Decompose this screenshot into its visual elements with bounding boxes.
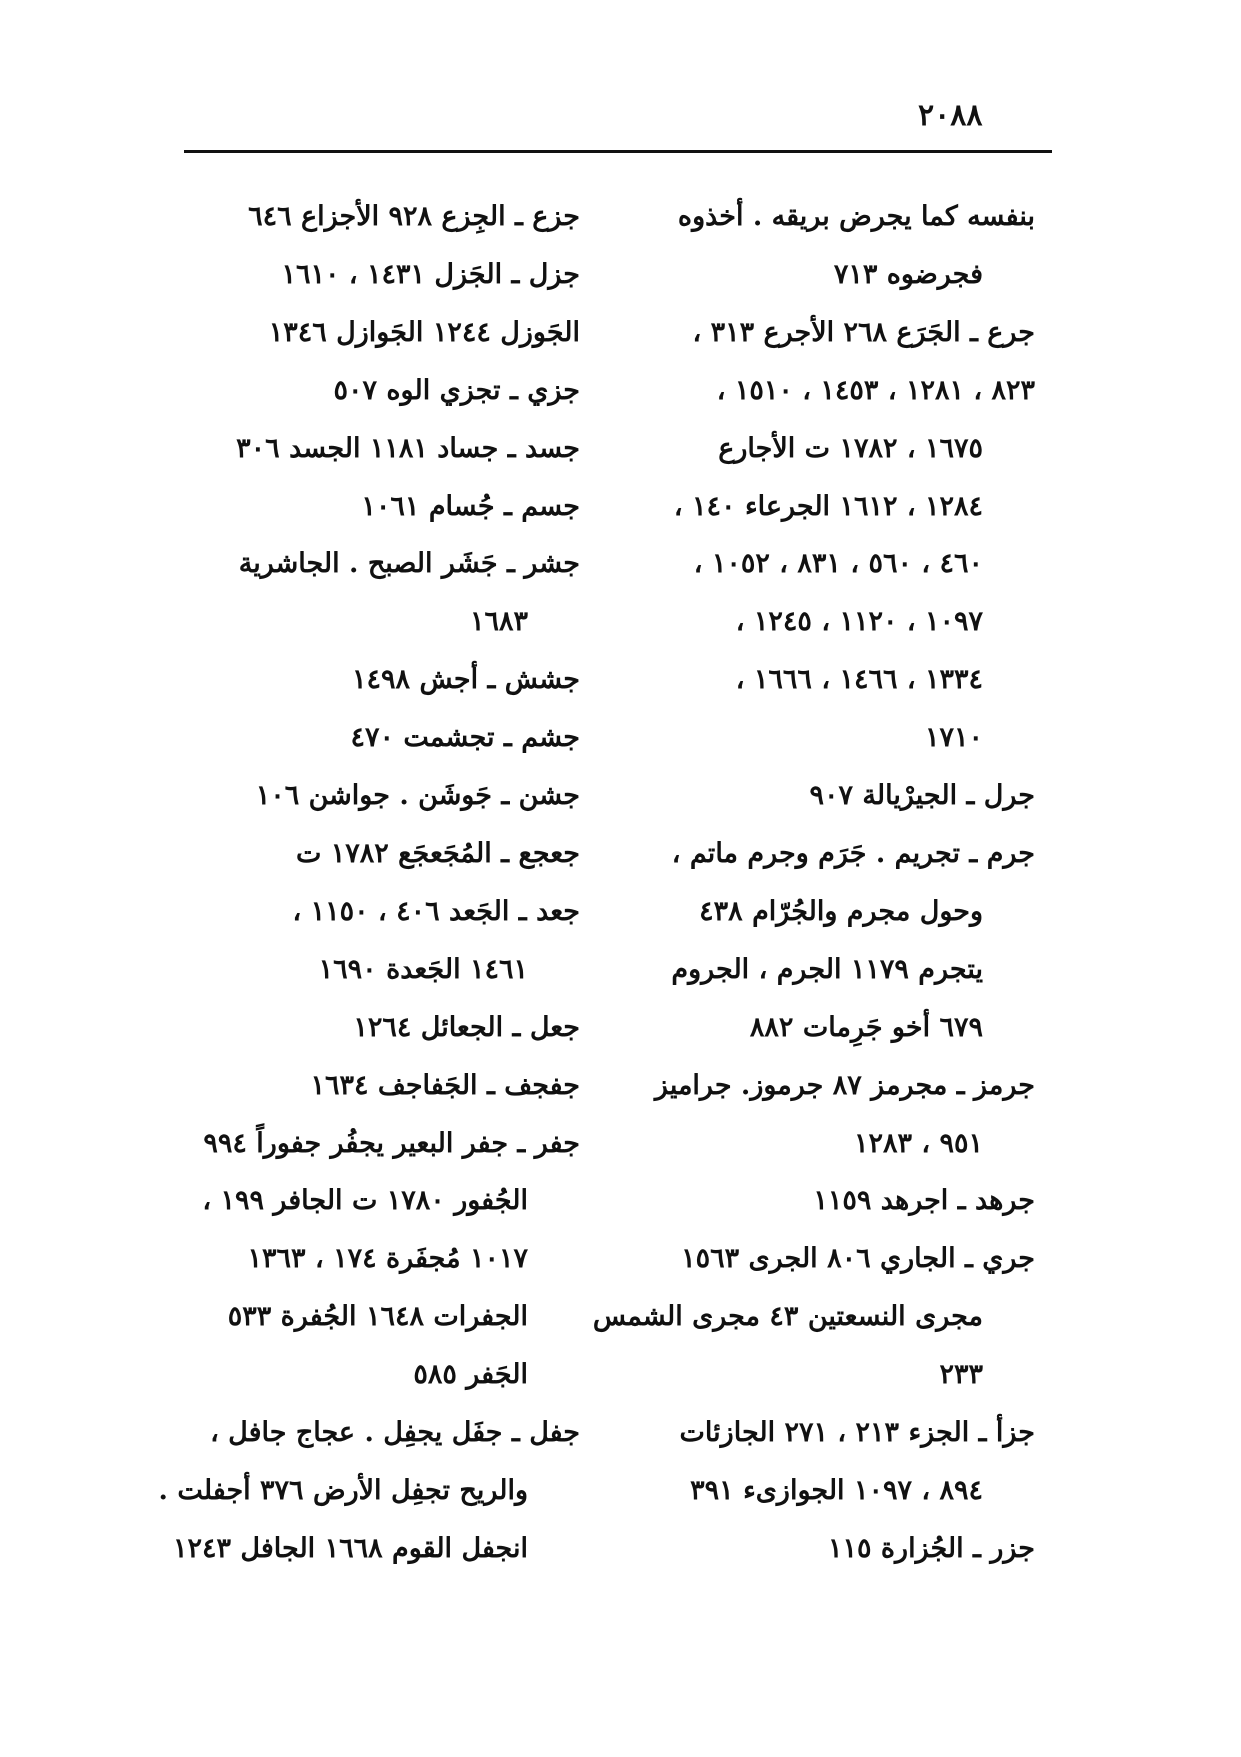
index-entry-line: جري ـ الجاري ٨٠٦ الجرى ١٥٦٣ bbox=[681, 1243, 1035, 1275]
index-entry-line: بنفسه كما يجرض بريقه . أخذوه bbox=[677, 201, 1035, 232]
index-entry-line: جفر ـ جفر البعير يجفُر جفوراً ٩٩٤ bbox=[203, 1127, 580, 1159]
index-entry-line: جزل ـ الجَزل ١٤٣١ ، ١٦١٠ bbox=[281, 258, 580, 290]
index-entry-line: الجُفور ١٧٨٠ ت الجافر ١٩٩ ، bbox=[202, 1185, 528, 1217]
index-entry-line: والريح تجفِل الأرض ٣٧٦ أجفلت . bbox=[158, 1474, 528, 1506]
index-entry-line: الجفرات ١٦٤٨ الجُفرة ٥٣٣ bbox=[227, 1301, 528, 1333]
index-entry-line: جعل ـ الجعائل ١٢٦٤ bbox=[353, 1011, 580, 1043]
index-entry-line: جزأ ـ الجزء ٢١٣ ، ٢٧١ الجازئات bbox=[679, 1417, 1035, 1449]
index-entry-line: ١٠٩٧ ، ١١٢٠ ، ١٢٤٥ ، bbox=[735, 606, 983, 638]
index-entry-line: ١٠١٧ مُجفَرة ١٧٤ ، ١٣٦٣ bbox=[247, 1243, 528, 1275]
index-entry-line: جزع ـ الجِزع ٩٢٨ الأجزاع ٦٤٦ bbox=[248, 201, 580, 232]
index-entry-line: ١٢٨٤ ، ١٦١٢ الجرعاء ١٤٠ ، bbox=[673, 490, 983, 522]
index-entry-line: ٩٥١ ، ١٢٨٣ bbox=[853, 1127, 983, 1159]
index-entry-line: جرل ـ الجيرْيالة ٩٠٧ bbox=[809, 780, 1035, 812]
index-entry-line: جزي ـ تجزي الوه ٥٠٧ bbox=[333, 374, 580, 406]
index-entry-line: جشن ـ جَوشَن . جواشن ١٠٦ bbox=[255, 780, 580, 812]
index-entry-line: ٤٦٠ ، ٥٦٠ ، ٨٣١ ، ١٠٥٢ ، bbox=[693, 548, 983, 580]
index-entry-line: جرمز ـ مجرمز ٨٧ جرموز. جراميز bbox=[654, 1069, 1035, 1101]
index-entry-line: جرهد ـ اجرهد ١١٥٩ bbox=[813, 1185, 1035, 1217]
page-number: ٢٠٨٨ bbox=[918, 98, 983, 133]
index-entry-line: انجفل القوم ١٦٦٨ الجافل ١٢٤٣ bbox=[173, 1532, 528, 1564]
index-entry-line: يتجرم ١١٧٩ الجرم ، الجروم bbox=[671, 953, 983, 985]
index-entry-line: ١٦٧٥ ، ١٧٨٢ ت الأجارع bbox=[718, 432, 983, 464]
index-entry-line: ١٧١٠ bbox=[924, 722, 983, 754]
index-entry-line: ١٣٣٤ ، ١٤٦٦ ، ١٦٦٦ ، bbox=[735, 664, 983, 696]
index-column-right bbox=[592, 188, 1035, 1578]
index-entry-line: وحول مجرم والجُرّام ٤٣٨ bbox=[699, 895, 983, 927]
index-entry-line: جشم ـ تجشمت ٤٧٠ bbox=[350, 722, 580, 754]
index-entry-line: جسم ـ جُسام ١٠٦١ bbox=[361, 490, 580, 522]
index-entry-line: ٦٧٩ أخو جَرِمات ٨٨٢ bbox=[749, 1011, 983, 1043]
index-entry-line: ٨٢٣ ، ١٢٨١ ، ١٤٥٣ ، ١٥١٠ ، bbox=[716, 374, 1035, 406]
index-entry-line: ٨٩٤ ، ١٠٩٧ الجوازىء ٣٩١ bbox=[690, 1474, 983, 1506]
index-column-left bbox=[158, 188, 580, 1578]
index-entry-line: جرم ـ تجريم . جَرَم وجرم ماتم ، bbox=[671, 837, 1035, 869]
index-entry-line: مجرى النسعتين ٤٣ مجرى الشمس bbox=[592, 1301, 983, 1333]
index-entry-line: جشش ـ أجش ١٤٩٨ bbox=[352, 664, 580, 696]
index-entry-line: الجَفر ٥٨٥ bbox=[413, 1359, 528, 1391]
index-entry-line: جرع ـ الجَرَع ٢٦٨ الأجرع ٣١٣ ، bbox=[692, 316, 1035, 348]
index-entry-line: جعد ـ الجَعد ٤٠٦ ، ١١٥٠ ، bbox=[292, 895, 580, 927]
index-entry-line: جشر ـ جَشَر الصبح . الجاشرية bbox=[238, 548, 580, 580]
index-entry-line: ١٦٨٣ bbox=[469, 606, 528, 638]
header-rule bbox=[184, 150, 1052, 153]
index-entry-line: فجرضوه ٧١٣ bbox=[833, 258, 983, 290]
index-entry-line: الجَوزل ١٢٤٤ الجَوازل ١٣٤٦ bbox=[268, 316, 580, 348]
index-entry-line: جزر ـ الجُزارة ١١٥ bbox=[828, 1532, 1035, 1564]
index-entry-line: ١٤٦١ الجَعدة ١٦٩٠ bbox=[318, 953, 528, 985]
index-entry-line: جفجف ـ الجَفاجف ١٦٣٤ bbox=[310, 1069, 580, 1101]
index-entry-line: جعجع ـ المُجَعجَع ١٧٨٢ ت bbox=[295, 837, 580, 869]
index-entry-line: ٢٣٣ bbox=[939, 1359, 983, 1391]
index-entry-line: جفل ـ جفَل يجفِل . عجاج جافل ، bbox=[210, 1417, 580, 1449]
index-entry-line: جسد ـ جساد ١١٨١ الجسد ٣٠٦ bbox=[236, 432, 580, 464]
